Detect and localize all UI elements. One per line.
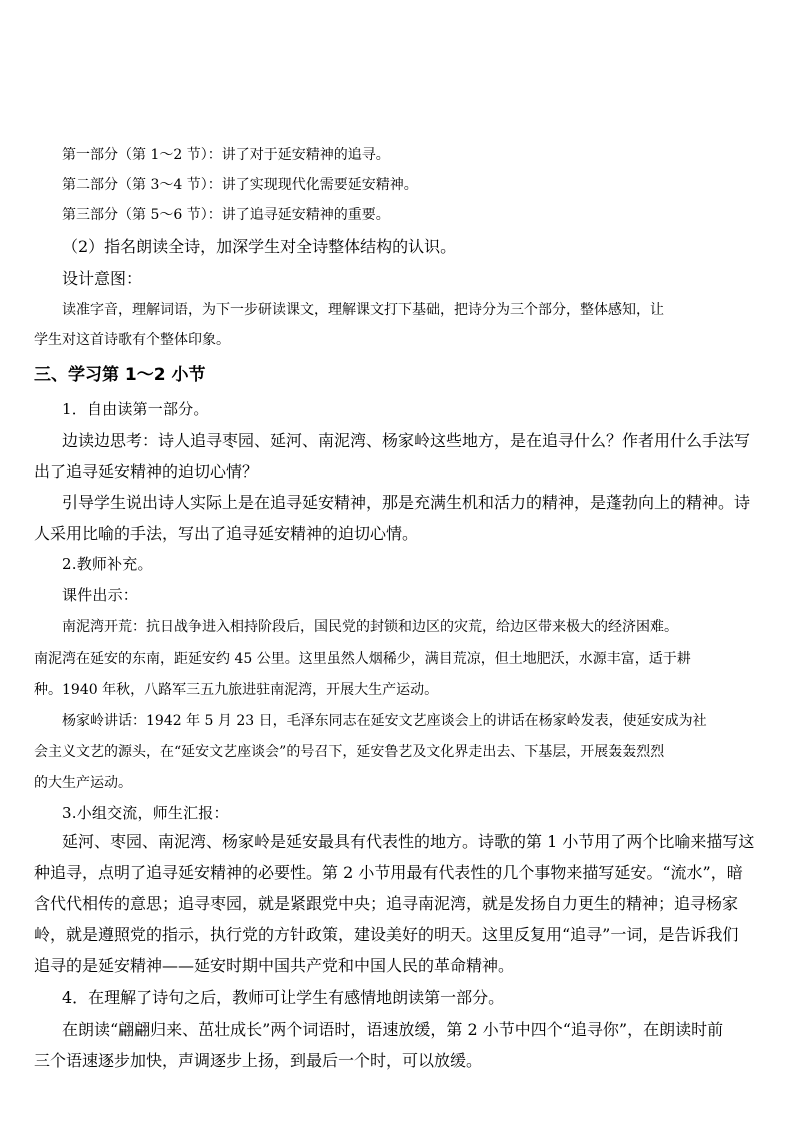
- yangjialing-line-2: 会主义文艺的源头，在“延安文艺座谈会”的号召下，延安鲁艺及文化界走出去、下基层，开展轰轰烈烈: [34, 744, 665, 760]
- guide-line-1: 引导学生说出诗人实际上是在追寻延安精神，那是充满生机和活力的精神，是蓬勃向上的精神。诗: [62, 493, 751, 512]
- section-heading: 三、学习第 1～2 小节: [34, 365, 206, 385]
- yangjialing-line-3: 的大生产运动。: [34, 775, 132, 791]
- item-1: 1．自由读第一部分。: [62, 400, 209, 418]
- item-3: 3.小组交流，师生汇报：: [62, 804, 229, 822]
- nanniwan-line-2: 南泥湾在延安的东南，距延安约 45 公里。这里虽然人烟稀少，满目荒凉，但土地肥沃，水源丰富，适于耕: [34, 651, 691, 667]
- question-line-2: 出了追寻延安精神的迫切心情？: [34, 462, 259, 481]
- nanniwan-line-1: 南泥湾开荒：抗日战争进入相持阶段后，国民党的封锁和边区的灾荒，给边区带来极大的经济困难。: [62, 619, 678, 635]
- report-line-4: 岭，就是遵照党的指示，执行党的方针政策，建设美好的明天。这里反复用“追寻”一词，是告诉我们: [34, 925, 739, 944]
- design-intent-label: 设计意图：: [62, 269, 143, 288]
- report-line-2: 种追寻，点明了追寻延安精神的必要性。第 2 小节用最有代表性的几个事物来描写延安。“流水”，暗: [34, 863, 743, 882]
- tip-line-1: 在朗读“翩翩归来、茁壮成长”两个词语时，语速放缓，第 2 小节中四个“追寻你”，在朗读时前: [62, 1020, 724, 1039]
- yangjialing-line-1: 杨家岭讲话：1942 年 5 月 23 日，毛泽东同志在延安文艺座谈会上的讲话在杨家岭发表，使延安成为社: [62, 713, 707, 729]
- report-line-3: 含代代相传的意思；追寻枣园，就是紧跟党中央；追寻南泥湾，就是发扬自力更生的精神；追寻杨家: [34, 894, 739, 913]
- outline-part-2: 第二部分（第 3～4 节）：讲了实现现代化需要延安精神。: [62, 177, 418, 193]
- design-intent-line-2: 学生对这首诗歌有个整体印象。: [34, 332, 230, 348]
- nanniwan-line-3: 种。1940 年秋，八路军三五九旅进驻南泥湾，开展大生产运动。: [34, 682, 439, 698]
- item-2: 2.教师补充。: [62, 555, 153, 573]
- outline-part-1: 第一部分（第 1～2 节）：讲了对于延安精神的追寻。: [62, 147, 390, 163]
- guide-line-2: 人采用比喻的手法，写出了追寻延安精神的迫切心情。: [34, 524, 419, 543]
- tip-line-2: 三个语速逐步加快，声调逐步上扬，到最后一个时，可以放缓。: [34, 1051, 483, 1070]
- report-line-1: 延河、枣园、南泥湾、杨家岭是延安最具有代表性的地方。诗歌的第 1 小节用了两个比喻来描写这: [62, 832, 755, 851]
- step-2-text: （2）指名朗读全诗，加深学生对全诗整体结构的认识。: [62, 237, 457, 256]
- question-line-1: 边读边思考：诗人追寻枣园、延河、南泥湾、杨家岭这些地方，是在追寻什么？作者用什么手法写: [62, 431, 751, 450]
- courseware-label: 课件出示：: [62, 586, 139, 604]
- report-line-5: 追寻的是延安精神——延安时期中国共产党和中国人民的革命精神。: [34, 956, 515, 975]
- item-4: 4．在理解了诗句之后，教师可让学生有感情地朗读第一部分。: [62, 988, 505, 1007]
- outline-part-3: 第三部分（第 5～6 节）：讲了追寻延安精神的重要。: [62, 207, 390, 223]
- design-intent-line-1: 读准字音，理解词语，为下一步研读课文，理解课文打下基础，把诗分为三个部分，整体感知，让: [62, 302, 664, 318]
